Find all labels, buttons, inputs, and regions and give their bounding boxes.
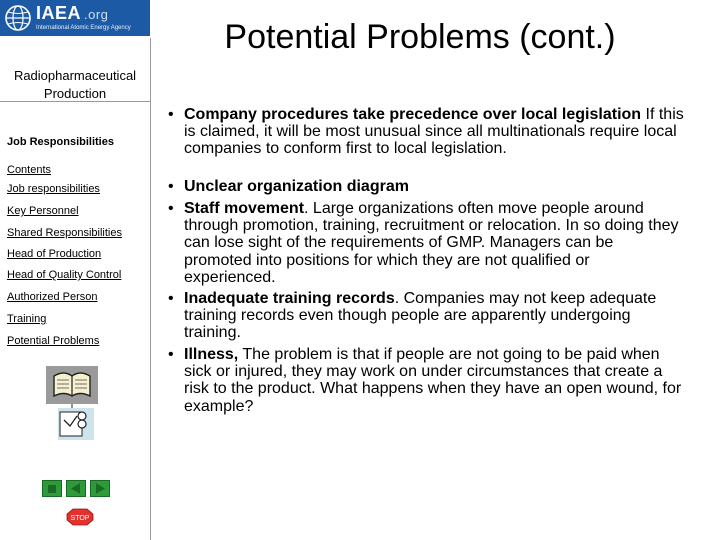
sidebar-divider bbox=[150, 38, 151, 540]
bullet-heading: Company procedures take precedence over local legislation bbox=[184, 106, 642, 123]
nav-link-potential-problems[interactable]: Potential Problems bbox=[7, 335, 100, 347]
bullet-body: . Companies may not keep adequate training records even though people are apparently undergoing training. bbox=[184, 290, 657, 342]
bullet-text bbox=[184, 290, 684, 342]
arrow-right-icon bbox=[91, 481, 109, 496]
bullet-text bbox=[184, 346, 684, 415]
sidebar-separator bbox=[0, 101, 150, 102]
logo-subtitle: International Atomic Energy Agency bbox=[36, 25, 131, 31]
stop-button[interactable] bbox=[66, 508, 94, 526]
bullet-body: If this is claimed, it will be most unusual since all multinationals require local companies to conform first to local legislation. bbox=[184, 106, 684, 158]
bullet-text bbox=[184, 178, 684, 195]
nav-link-authorized-person[interactable]: Authorized Person bbox=[7, 291, 98, 303]
bullet-marker: • bbox=[168, 106, 174, 123]
nav-link-training[interactable]: Training bbox=[7, 313, 47, 325]
nav-link-shared-responsibilities[interactable]: Shared Responsibilities bbox=[7, 227, 122, 239]
home-icon bbox=[43, 481, 61, 496]
bullet-body: . Large organizations often move people around through promotion, training, recruitment or relocation. In so doing they can lose sight of the requirements of GMP. Managers can be promoted into positions for which they are not qualified or experienced. bbox=[184, 200, 679, 286]
page-title: Potential Problems (cont.) bbox=[224, 18, 616, 56]
nav-link-contents[interactable]: Contents bbox=[7, 164, 52, 176]
sidebar-current-heading: Job Responsibilities bbox=[7, 136, 114, 148]
home-button[interactable] bbox=[42, 480, 62, 497]
nav-link-key-personnel[interactable]: Key Personnel bbox=[7, 205, 79, 217]
arrow-left-icon bbox=[67, 481, 85, 496]
bullet-heading: Inadequate training records bbox=[184, 290, 395, 307]
bullet-body: The problem is that if people are not going to be paid when sick or injured, they may work on under circumstances that create a risk to the product. What happens when they have an open wound, for example? bbox=[184, 346, 682, 415]
bullet-marker: • bbox=[168, 178, 174, 195]
bullet-text bbox=[184, 200, 684, 286]
nav-link-head-of-production[interactable]: Head of Production bbox=[7, 248, 102, 260]
logo-name: IAEA .org bbox=[36, 3, 109, 23]
bullet-heading: Illness, bbox=[184, 346, 239, 363]
sidebar-section-title bbox=[0, 67, 150, 103]
bullet-marker: • bbox=[168, 346, 174, 363]
bullet-marker: • bbox=[168, 290, 174, 307]
nav-link-head-of-quality-control[interactable]: Head of Quality Control bbox=[7, 269, 122, 281]
book-icon bbox=[44, 364, 100, 442]
previous-button[interactable] bbox=[66, 480, 86, 497]
bullet-heading: Unclear organization diagram bbox=[184, 178, 409, 195]
stop-label: STOP bbox=[70, 515, 90, 522]
section-title-line: Radiopharmaceutical bbox=[13, 68, 137, 83]
bullet-heading: Staff movement bbox=[184, 200, 305, 217]
section-title-line: Production bbox=[43, 86, 107, 101]
nav-link-job-responsibilities[interactable]: Job responsibilities bbox=[7, 183, 100, 195]
bullet-marker: • bbox=[168, 200, 174, 217]
globe-icon bbox=[4, 4, 32, 32]
bullet-text bbox=[184, 106, 684, 158]
next-button[interactable] bbox=[90, 480, 110, 497]
logo-suffix: .org bbox=[84, 7, 109, 22]
iaea-logo bbox=[0, 0, 150, 36]
